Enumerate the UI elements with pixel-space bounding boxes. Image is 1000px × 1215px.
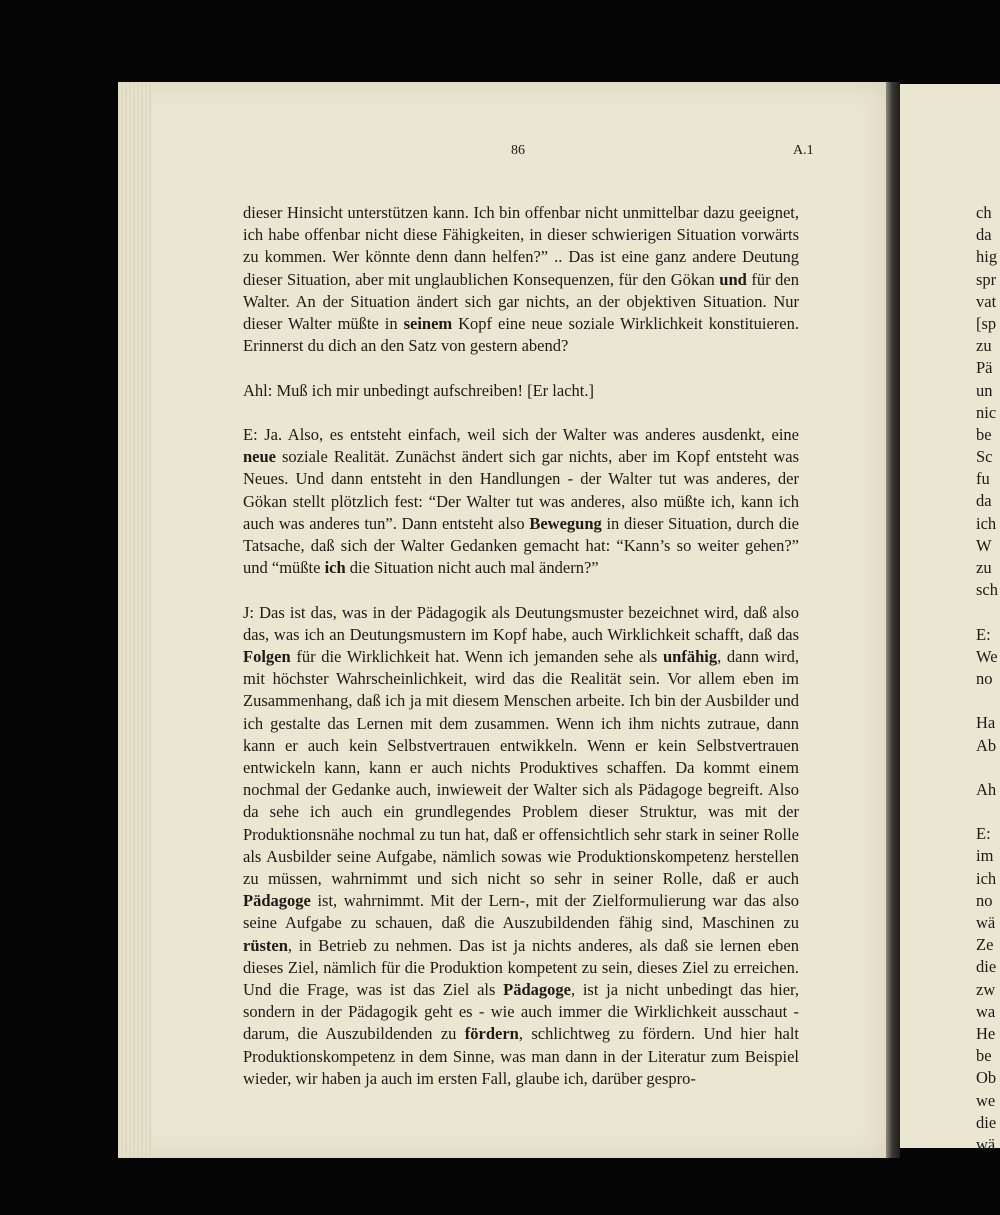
right-page-line (976, 601, 1000, 623)
body-text (243, 202, 799, 1112)
right-page-line: zu (976, 336, 992, 356)
right-page-line: Ha (976, 713, 996, 733)
right-page-line: ich (976, 513, 997, 533)
bold-text: fördern (464, 1024, 519, 1044)
paragraph (243, 602, 799, 1090)
bold-text: ich (324, 558, 346, 578)
right-page-line: spr (976, 269, 997, 289)
right-page-line: im (976, 846, 994, 866)
right-page-line: W (976, 535, 992, 555)
text-run: E: Ja. Also, es entsteht einfach, weil sich der Walter was anderes ausdenkt, eine (243, 425, 799, 444)
right-page-line: be (976, 1046, 992, 1066)
right-page-line: vat (976, 291, 997, 311)
right-page-line: nic (976, 402, 997, 422)
right-page-line: no (976, 668, 993, 688)
right-page-line: die (976, 957, 997, 977)
text-run: ist, wahrnimmt. Mit der Lern-, mit der Zielformulierung war das also seine Aufgabe zu schauen, daß die Auszubildenden fähig sind, Maschinen zu (243, 891, 799, 933)
right-page-line: We (976, 646, 998, 666)
right-page-line: ich (976, 868, 997, 888)
bold-text: neue (243, 447, 276, 467)
text-run: J: Das ist das, was in der Pädagogik als Deutungsmuster bezeichnet wird, daß also das, was ich an Deutungsmustern im Kopf habe, auch Wirklichkeit schafft, daß das (243, 602, 799, 644)
right-page-line: wa (976, 1001, 996, 1021)
paragraph (243, 380, 799, 402)
right-page-line: die (976, 1112, 997, 1132)
right-page-line: Sc (976, 447, 993, 467)
text-run: , dann wird, mit höchster Wahrscheinlichkeit, wird das die Realität sein. Vor allem eben im Zusammenhang, daß ich ja mit diesem Menschen arbeite. Ich bin der Ausbilder und ich gestalte das Lernen mit dem zusammen. Wenn ich ihm nichts zutraue, dann kann er auch kein Selbstvertrauen entwikkeln. Wenn er kein Selbstvertrauen entwickeln kann, kann er auch nichts Produktives schaffen. Da kommt einem nochmal der Gedanke auch, inwieweit der Walter sich als Pädagoge begreift. Also da sehe ich auch ein grundlegendes Problem dieser Struktur, was mit der Produktionsnähe nochmal zu tun hat, daß er offensichtlich sehr stark in seiner Rolle als Ausbilder seine Aufgabe, nämlich sowas wie Produktionskompetenz herstellen zu müssen, wahrnimmt und sich nicht so sehr in seiner Rolle, daß er auch (243, 647, 799, 889)
bold-text: Pädagoge (503, 980, 571, 1000)
text-run: soziale Realität. Zunächst ändert sich gar nichts, aber im Kopf entsteht was Neues. Und dann entsteht in den Handlungen - der Walter tut was anderes, der Gökan stellt plötzlich fest: “Der Walter tut was anderes, also müßte ich, kann ich auch was anderes tun”. Dann entsteht also (243, 447, 799, 533)
running-head: A.1 (793, 143, 814, 158)
text-run: in dieser Situation, durch die Tatsache, daß sich der Walter Gedanken gemacht hat: “Kann’s so weiter gehen?” und “müßte (243, 513, 799, 578)
page-edge-stack (118, 82, 152, 1158)
right-page-line: hig (976, 247, 998, 267)
text-run: Kopf eine neue soziale Wirklichkeit konstituieren. Erinnerst du dich an den Satz von gestern abend? (243, 314, 799, 356)
text-run: für die Wirklichkeit hat. Wenn ich jemanden sehe als (290, 647, 663, 667)
right-page-line (976, 757, 1000, 779)
right-page-line: ch (976, 203, 992, 222)
bold-text: seinem (403, 314, 453, 334)
book-gutter (886, 82, 900, 1158)
bold-text: rüsten (243, 935, 288, 955)
right-page-line: be (976, 424, 992, 444)
right-page-line: wä (976, 1134, 996, 1154)
bold-text: und (719, 269, 747, 289)
page-number: 86 (511, 143, 525, 158)
right-page-line: Pä (976, 358, 993, 378)
right-page-line: we (976, 1090, 996, 1110)
right-page-line: Ze (976, 935, 994, 955)
right-page-line: zu (976, 558, 992, 577)
right-page-line: da (976, 491, 992, 511)
paragraph (243, 202, 799, 357)
text-run: , schlichtweg zu fördern. Und hier halt Produktionskompetenz in dem Sinne, was man dann in der Literatur zum Beispiel wieder, wir haben ja auch im ersten Fall, glaube ich, darüber gespro- (243, 1024, 799, 1088)
bold-text: unfähig (663, 647, 718, 667)
right-page-line: wä (976, 913, 996, 932)
right-page-line (976, 801, 1000, 823)
right-page-line: un (976, 380, 993, 400)
right-page-line: E: (976, 824, 991, 844)
right-page-line: Ah (976, 779, 997, 799)
right-page-line: no (976, 890, 993, 910)
right-page-line (976, 690, 1000, 712)
right-page-line: E: (976, 624, 991, 644)
right-page-line: Ob (976, 1068, 997, 1088)
bold-text: Folgen (243, 647, 291, 667)
text-run: dieser Hinsicht unterstützen kann. Ich bin offenbar nicht unmittelbar dazu geeignet, ich habe offenbar nicht diese Fähigkeiten, in dieser schwierigen Situation vorwärts zu kommen. Wer könnte denn dann helfen?” .. Das ist eine ganz andere Deutung dieser Situation, aber mit unglaublichen Konsequenzen, für den Gökan (243, 203, 799, 289)
paragraph (243, 424, 799, 579)
right-page-line: zw (976, 979, 996, 999)
right-page-line: He (976, 1023, 996, 1043)
text-run: , ist ja nicht unbedingt das hier, sondern in der Pädagogik geht es - wie auch immer die Wirklichkeit ausschaut - darum, die Auszubildenden zu (243, 980, 799, 1044)
right-page-text-fragments (976, 202, 1000, 1156)
text-run: , in Betrieb zu nehmen. Das ist ja nichts anderes, als daß sie lernen eben dieses Ziel, nämlich für die Produktion kompetent zu sein, dieses Ziel zu erreichen. Und die Frage, was ist das Ziel als (243, 935, 799, 1000)
right-page-line: da (976, 225, 992, 245)
text-run: für den Walter. An der Situation ändert sich gar nichts, an der objektiven Situation. Nur dieser Walter müßte in (243, 269, 799, 334)
bold-text: Pädagoge (243, 891, 311, 911)
right-page-line: [sp (976, 313, 997, 333)
right-page-line: Ab (976, 735, 997, 755)
right-page-line: fu (976, 469, 990, 489)
text-run: Ahl: Muß ich mir unbedingt aufschreiben! [Er lacht.] (243, 380, 594, 400)
right-page-line: sch (976, 580, 998, 600)
text-run: die Situation nicht auch mal ändern?” (345, 558, 599, 578)
bold-text: Bewegung (529, 513, 602, 533)
